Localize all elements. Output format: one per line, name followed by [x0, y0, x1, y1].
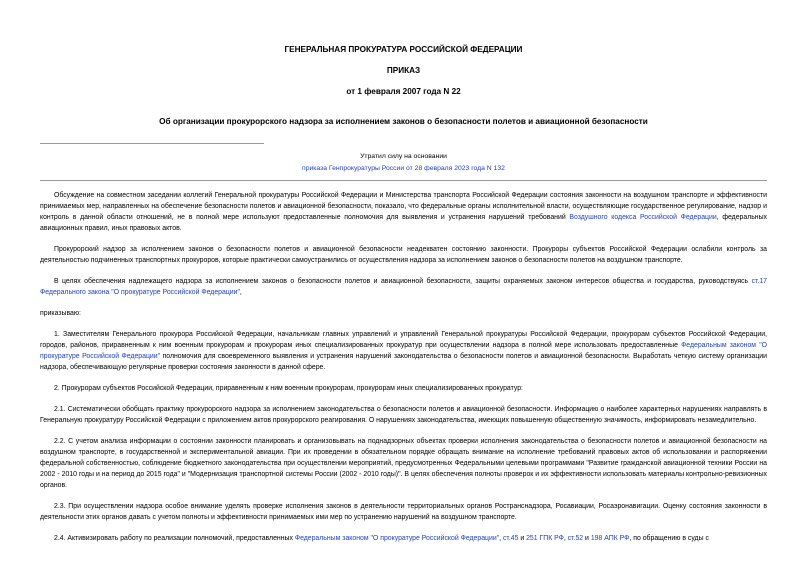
prosecutor-law-art17-link[interactable]: ст.17 Федерального закона "О прокуратуре Российской Федерации" — [40, 278, 767, 296]
document-date-number: от 1 февраля 2007 года N 22 — [346, 87, 461, 96]
divider-short — [40, 143, 264, 144]
paragraph-text: 1. Заместителям Генерального прокурора Российской Федерации, начальникам главных управлений и управлений Генеральной прокуратуры Российской Федерации, прокурорам субъектов Российской Федерации, городов, районов, приравненным к ним военным прокурорам и прокурорам иных специализированных прокуратур при осуществлении надзора в полной мере использовать предоставленные — [40, 331, 767, 349]
paragraph-text: , по обращению в суды с — [629, 535, 709, 542]
document-title: Об организации прокурорского надзора за исполнением законов о безопасности полетов и авиационной безопасности — [159, 117, 648, 126]
paragraph — [40, 190, 767, 234]
order-word: приказываю: — [40, 310, 81, 317]
paragraph: 2. Прокурорам субъектов Российской Федерации, приравненным к ним военным прокурорам, прокурорам иных специализированных прокуратур: — [54, 385, 523, 392]
document-body — [40, 190, 767, 554]
repeal-order-link[interactable]: приказа Генпрокуратуры России от 28 февраля 2023 года N 132 — [302, 165, 505, 172]
gpk-art45-link[interactable]: ст.45 — [502, 535, 519, 542]
divider-long — [40, 180, 767, 181]
paragraph-text: , — [563, 535, 568, 542]
paragraph: 2.2. С учетом анализа информации о состоянии законности планировать и организовывать на поднадзорных объектах проверки исполнения законодательства о безопасности полетов и авиационной безопасности на воздушном транспорте, в государственной и экспериментальной авиации. При их проведении в обязательном порядке обращать внимание на исполнение требований правовых актов об использовании и распоряжении федеральной собственностью, соблюдение бюджетного законодательства при осуществлении мероприятий, предусмотренных Федеральными целевыми программами "Развитие гражданской авиационной техники России на 2002 - 2010 годы и на период до 2015 года" и "Модернизация транспортной системы России (2002 - 2010 годы)". В целях обеспечения полноты проверок и их эффективности использовать материалы контрольно-ревизионных органов. — [40, 438, 767, 489]
prosecutor-law-link[interactable]: Федеральным законом "О прокуратуре Российской Федерации" — [40, 342, 768, 360]
gpk-art251-link[interactable]: 251 ГПК РФ — [526, 535, 564, 542]
paragraph — [40, 276, 767, 298]
prosecutor-law-link-2[interactable]: Федеральным законом "О прокуратуре Российской Федерации" — [294, 535, 500, 542]
air-code-link[interactable]: Воздушного кодекса Российской Федерации — [569, 214, 717, 221]
apk-art52-link[interactable]: ст.52 — [567, 535, 584, 542]
status-note: Утратил силу на основании — [360, 153, 447, 160]
paragraph-text: , федеральных авиационных правил, иных правовых актов. — [40, 214, 768, 232]
status-link-line — [0, 163, 807, 174]
paragraph-text: 2.4. Активизировать работу по реализации полномочий, предоставленных — [54, 535, 295, 542]
apk-art198-link[interactable]: 198 АПК РФ — [590, 535, 630, 542]
document-type: ПРИКАЗ — [386, 66, 421, 75]
paragraph-text: полномочия для своевременного выявления и устранения нарушений законодательства о безопасности полетов и авиационной безопасности. Выработать четкую систему организации надзора, обеспечивающую регулярные проверки состояния законности в данной сфере. — [40, 353, 767, 371]
paragraph — [40, 533, 767, 544]
paragraph-text: , — [499, 535, 503, 542]
paragraph-text: и — [583, 535, 591, 542]
paragraph: 2.3. При осуществлении надзора особое внимание уделять проверке исполнения законов в деятельности территориальных органов Ространснадзора, Росавиации, Росаэронавигации. Оценку состояния законности в деятельности этих органов давать с учетом полноты и эффективности принимаемых ими мер по устранению нарушений на воздушном транспорте. — [40, 503, 767, 521]
paragraph-text: и — [518, 535, 527, 542]
paragraph-text: В целях обеспечения надлежащего надзора за исполнением законов о безопасности полетов и авиационной безопасности, защиты охраняемых законом интересов общества и государства, руководствуясь — [54, 278, 752, 285]
paragraph: 2.1. Систематически обобщать практику прокурорского надзора за исполнением законодательства о безопасности полетов и авиационной безопасности. Информацию о наиболее характерных нарушениях направлять в Генеральную прокуратуру Российской Федерации с приложением актов прокурорского реагирования. О нарушениях законодательства, имеющих повышенную общественную значимость, информировать незамедлительно. — [40, 406, 767, 424]
issuing-organization: ГЕНЕРАЛЬНАЯ ПРОКУРАТУРА РОССИЙСКОЙ ФЕДЕРАЦИИ — [284, 45, 523, 54]
paragraph — [40, 329, 767, 373]
paragraph-text: Обсуждение на совместном заседании коллегий Генеральной прокуратуры Российской Федерации и Министерства транспорта Российской Федерации состояния законности на воздушном транспорте и эффективности принимаемых мер, направленных на обеспечение безопасности полетов и авиационной безопасности, показало, что федеральные органы исполнительной власти, осуществляющие государственное регулирование, надзор и контроль в данной области отношений, не в полной мере используют предоставленные полномочия для выявления и устранения нарушений требований — [40, 192, 767, 221]
paragraph-text: , — [239, 289, 242, 296]
paragraph: Прокурорский надзор за исполнением законов о безопасности полетов и авиационной безопасности неадекватен состоянию законности. Прокуроры субъектов Российской Федерации ослабили контроль за деятельностью подчиненных транспортных прокуроров, которые практически самоустранились от осуществления надзора за исполнением законов о безопасности полетов на воздушном транспорте. — [40, 246, 767, 264]
